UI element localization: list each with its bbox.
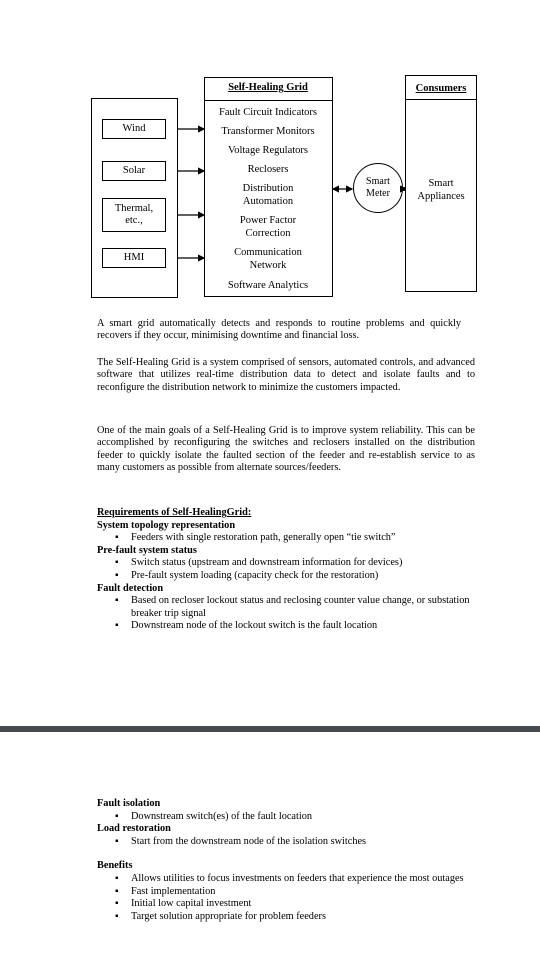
source-wind: Wind — [102, 119, 166, 139]
bullet-list — [97, 595, 477, 633]
bullet-item: ▪ Downstream node of the lockout switch is the fault location — [97, 620, 477, 633]
grid-title-divider — [205, 100, 332, 101]
paragraph-2: One of the main goals of a Self-Healing Grid is to improve system reliability. This can be accomplished by reconfiguring the switches and reclosers installed on the distribution feeder to quickly isolate the faulted section of the feeder and re-establish service to as many customers as possible from alternate sources/feeders. — [97, 425, 475, 474]
section-heading: Fault isolation — [97, 798, 161, 809]
section-heading: System topology representation — [97, 519, 236, 531]
source-thermal: Thermal, etc., — [102, 198, 166, 232]
consumers-title: Consumers — [415, 83, 467, 94]
bullet-list — [97, 532, 477, 545]
bullet-list — [97, 811, 477, 824]
bullet-item: ▪ Feeders with single restoration path, generally open “tie switch” — [97, 532, 477, 545]
bullet-list — [97, 557, 477, 582]
bullet-item: ▪ Switch status (upstream and downstream information for devices) — [97, 557, 477, 570]
section-heading: Load restoration — [97, 823, 171, 835]
source-hmi: HMI — [102, 248, 166, 268]
requirements — [97, 507, 477, 633]
bullet-item: ▪ Start from the downstream node of the isolation switches — [97, 836, 477, 849]
bullet-item: ▪ Allows utilities to focus investments on feeders that experience the most outages — [97, 873, 477, 886]
section-heading: Fault detection — [97, 582, 164, 594]
bullet-item: ▪ Initial low capital investment — [97, 898, 477, 911]
consumers-box — [405, 75, 477, 292]
grid-item: Fault Circuit Indicators — [219, 107, 317, 118]
page-divider — [0, 726, 540, 732]
paragraph-1: The Self-Healing Grid is a system comprised of sensors, automated controls, and advanced software that utilizes real-time distribution data to detect and isolate faults and to reconfigure the distribution network to minimize the customers impacted. — [97, 357, 475, 393]
grid-item: Reclosers — [247, 164, 289, 175]
bullet-item: ▪ Downstream switch(es) of the fault location — [97, 811, 477, 824]
grid-item: Software Analytics — [227, 280, 309, 291]
grid-item: Voltage Regulators — [227, 145, 308, 156]
consumers-item: Smart Appliances — [417, 178, 465, 202]
grid-item: Distribution Automation — [242, 183, 294, 207]
requirements-title: Requirements of Self-HealingGrid: — [97, 507, 252, 518]
smart-meter: Smart Meter — [353, 163, 403, 213]
intro-paragraph: A smart grid automatically detects and responds to routine problems and quickly recovers if they occur, minimising downtime and financial loss. — [97, 318, 461, 342]
bullet-item: ▪ Pre-fault system loading (capacity check for the restoration) — [97, 570, 477, 583]
self-healing-grid-box — [204, 77, 333, 297]
bullet-item: ▪ Based on recloser lockout status and reclosing counter value change, or substation breaker trip signal — [97, 595, 477, 620]
grid-title: Self-Healing Grid — [228, 82, 308, 93]
source-solar: Solar — [102, 161, 166, 181]
section-heading: Pre-fault system status — [97, 544, 197, 556]
bullet-item: ▪ Target solution appropriate for problem feeders — [97, 911, 477, 924]
bullet-item: ▪ Fast implementation — [97, 886, 477, 899]
benefits-list — [97, 873, 477, 923]
grid-item: Communication Network — [234, 247, 302, 271]
consumers-title-divider — [406, 99, 477, 100]
benefits-heading: Benefits — [97, 860, 133, 872]
grid-item: Transformer Monitors — [221, 126, 315, 137]
grid-item: Power Factor Correction — [239, 215, 297, 239]
page2-sections — [97, 798, 477, 923]
bullet-list — [97, 836, 477, 849]
